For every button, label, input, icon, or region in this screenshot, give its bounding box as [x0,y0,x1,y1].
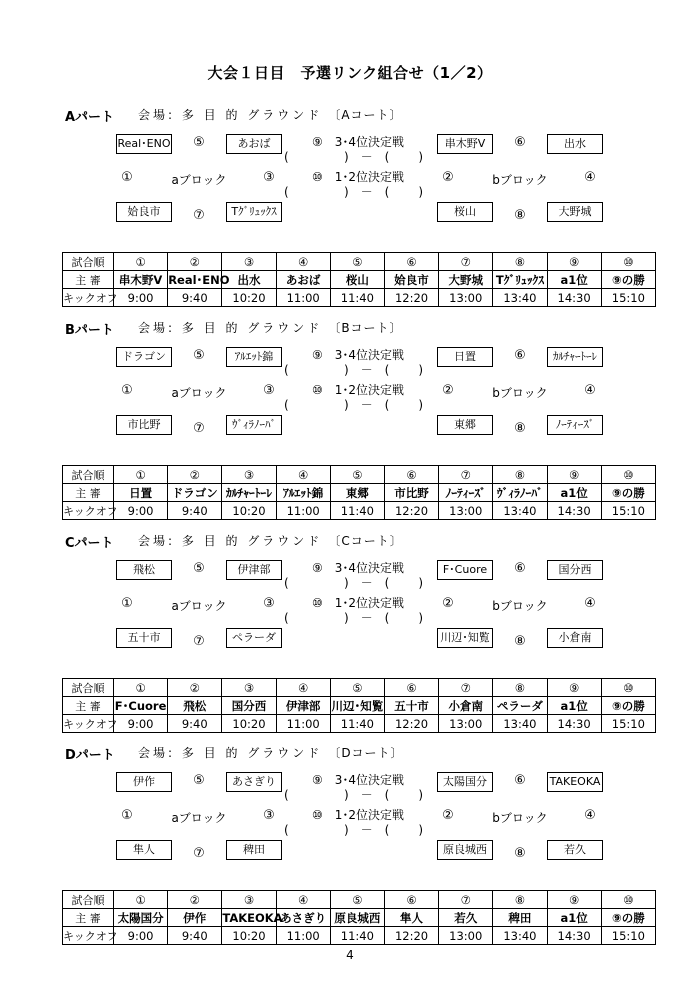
referee-cell: a1位 [547,484,601,502]
kickoff-cell: 15:10 [601,289,655,307]
match-number: ⑥ [514,135,526,150]
match-number: ⑤ [193,773,205,788]
match-number: ⑧ [514,421,526,436]
match-number: ③ [263,596,275,611]
team-cell: 川辺･知覧 [437,628,493,648]
row-header: 試合順 [63,891,114,909]
kickoff-cell: 11:00 [276,289,330,307]
team-cell: 東郷 [437,415,493,435]
kickoff-cell: 9:40 [168,502,222,520]
schedule-row-order [63,891,656,909]
match-number: ① [121,808,133,823]
kickoff-cell: 9:00 [114,715,168,733]
match-order-cell: ③ [222,466,276,484]
referee-cell: 東郷 [330,484,384,502]
match-order-cell: ④ [276,679,330,697]
kickoff-cell: 12:20 [384,502,438,520]
venue-label: 会場: 多 目 的 グラウンド 〔Dコート〕 [138,746,404,760]
team-cell: F･Cuore [437,560,493,580]
block-label: aブロック [171,386,227,400]
match-order-cell: ① [114,679,168,697]
team-cell: ｶﾙﾁｬｰﾄｰﾚ [547,347,603,367]
schedule-row-referee [63,271,656,289]
match-order-cell: ⑤ [330,891,384,909]
team-cell: 国分西 [547,560,603,580]
schedule-table [62,890,656,945]
match-order-cell: ③ [222,891,276,909]
referee-cell: 伊津部 [276,697,330,715]
match-order-cell: ④ [276,466,330,484]
a-block [116,772,282,860]
section-b [0,319,700,519]
match-order-cell: ④ [276,891,330,909]
referee-cell: F･Cuore [114,698,167,713]
venue-label: 会場: 多 目 的 グラウンド 〔Aコート〕 [138,108,403,122]
a-block [116,347,282,435]
referee-cell: ⑨の勝 [601,909,655,927]
kickoff-cell: 15:10 [601,502,655,520]
referee-cell: ⑨の勝 [601,697,655,715]
match-number: ⑦ [193,208,205,223]
kickoff-cell: 13:40 [493,502,547,520]
referee-cell: あさぎり [276,909,330,927]
schedule-row-referee [63,484,656,502]
schedule-row-kickoff [63,502,656,520]
referee-cell: 小倉南 [439,697,493,715]
team-cell: 太陽国分 [437,772,493,792]
kickoff-cell: 14:30 [547,715,601,733]
kickoff-cell: 14:30 [547,927,601,945]
team-cell: 串木野V [437,134,493,154]
row-header: 主 審 [63,909,114,927]
team-cell: ｳﾞｨﾗﾉｰﾊﾞ [226,415,282,435]
b-block [437,347,603,435]
page-title: 大会１日目 予選リンク組合せ（1／2） [207,64,493,82]
referee-cell: ⑨の勝 [601,271,655,289]
match-number: ⑦ [193,634,205,649]
team-cell: 飛松 [116,560,172,580]
referee-cell: 五十市 [384,697,438,715]
kickoff-cell: 13:40 [493,715,547,733]
team-cell: 桜山 [437,202,493,222]
referee-cell: TAKEOKA [222,910,283,925]
team-cell: ドラゴン [116,347,172,367]
schedule-row-kickoff [63,289,656,307]
match-order-cell: ⑧ [493,466,547,484]
match-number: ④ [584,383,596,398]
match-order-cell: ⑧ [493,679,547,697]
referee-cell: 桜山 [330,271,384,289]
kickoff-cell: 13:00 [439,715,493,733]
final-label: ⑨ 3･4位決定戦 [312,773,405,787]
match-number: ⑦ [193,421,205,436]
final-label: ⑩ 1･2位決定戦 [312,383,405,397]
kickoff-cell: 13:00 [439,927,493,945]
match-order-cell: ⑩ [601,253,655,271]
referee-cell: 原良城西 [330,909,384,927]
kickoff-cell: 9:40 [168,289,222,307]
kickoff-cell: 11:40 [330,502,384,520]
schedule-table [62,465,656,520]
block-label: aブロック [171,599,227,613]
block-label: aブロック [171,811,227,825]
referee-cell: a1位 [547,697,601,715]
team-cell: 伊津部 [226,560,282,580]
row-header: 試合順 [63,679,114,697]
match-order-cell: ⑩ [601,891,655,909]
referee-cell: a1位 [547,909,601,927]
match-number: ① [121,383,133,398]
match-number: ④ [584,170,596,185]
match-number: ② [442,170,454,185]
part-label: Aパート [65,110,115,125]
match-order-cell: ⑧ [493,253,547,271]
team-cell: ﾉｰﾃｨｰｽﾞ [547,415,603,435]
team-cell: 原良城西 [437,840,493,860]
team-cell: ｱﾙｴｯﾄ錦 [226,347,282,367]
match-number: ⑤ [193,561,205,576]
final-label: ⑨ 3･4位決定戦 [312,135,405,149]
row-header: キックオフ [63,715,114,733]
referee-cell: Real･ENO [168,272,230,287]
match-order-cell: ⑦ [439,253,493,271]
kickoff-cell: 10:20 [222,502,276,520]
team-cell: 伊作 [116,772,172,792]
block-label: bブロック [492,811,548,825]
final-label: ⑩ 1･2位決定戦 [312,596,405,610]
team-cell: 五十市 [116,628,172,648]
kickoff-cell: 11:40 [330,289,384,307]
match-order-cell: ③ [222,679,276,697]
schedule-row-referee [63,909,656,927]
referee-cell: 串木野V [114,271,168,289]
schedule-row-referee [63,697,656,715]
row-header: 試合順 [63,253,114,271]
team-cell: TAKEOKA [547,772,603,792]
match-order-cell: ② [168,253,222,271]
referee-cell: ｱﾙｴｯﾄ錦 [276,484,330,502]
kickoff-cell: 11:00 [276,927,330,945]
kickoff-cell: 9:00 [114,502,168,520]
finals-box: ⑨ 3･4位決定戦 ( ) － ( ) ⑩ 1･2位決定戦 ( ) － ( ) [284,561,423,625]
match-order-cell: ② [168,466,222,484]
match-order-cell: ⑧ [493,891,547,909]
match-order-cell: ② [168,891,222,909]
kickoff-cell: 9:40 [168,715,222,733]
row-header: キックオフ [63,289,114,307]
match-order-cell: ⑤ [330,466,384,484]
referee-cell: ペラーダ [493,697,547,715]
finals-box: ⑨ 3･4位決定戦 ( ) － ( ) ⑩ 1･2位決定戦 ( ) － ( ) [284,135,423,199]
schedule-row-kickoff [63,715,656,733]
match-order-cell: ⑥ [384,466,438,484]
match-number: ② [442,808,454,823]
b-block [437,772,603,860]
match-number: ⑧ [514,846,526,861]
b-block [437,134,603,222]
court-label: 〔Aコート〕 [328,108,403,122]
section-d [0,744,700,944]
match-order-cell: ⑩ [601,466,655,484]
referee-cell: ｶﾙﾁｬｰﾄｰﾚ [222,484,276,502]
row-header: キックオフ [63,502,114,520]
kickoff-cell: 12:20 [384,927,438,945]
match-order-cell: ⑨ [547,679,601,697]
kickoff-cell: 11:00 [276,715,330,733]
match-order-cell: ⑤ [330,253,384,271]
team-cell: 若久 [547,840,603,860]
team-cell: 市比野 [116,415,172,435]
kickoff-cell: 9:00 [114,927,168,945]
kickoff-cell: 9:00 [114,289,168,307]
referee-cell: 伊作 [168,909,222,927]
match-order-cell: ④ [276,253,330,271]
match-order-cell: ⑨ [547,253,601,271]
final-label: ⑨ 3･4位決定戦 [312,561,405,575]
referee-cell: 若久 [439,909,493,927]
referee-cell: 国分西 [222,697,276,715]
kickoff-cell: 11:00 [276,502,330,520]
final-label: ⑨ 3･4位決定戦 [312,348,405,362]
row-header: 主 審 [63,271,114,289]
match-number: ⑧ [514,634,526,649]
match-order-cell: ⑥ [384,253,438,271]
match-order-cell: ⑨ [547,466,601,484]
a-block [116,134,282,222]
kickoff-cell: 10:20 [222,715,276,733]
match-order-cell: ⑦ [439,466,493,484]
kickoff-cell: 13:00 [439,289,493,307]
b-block [437,560,603,648]
part-label: Dパート [65,748,115,763]
section-c [0,532,700,732]
section-a [0,106,700,306]
referee-cell: ﾉｰﾃｨｰｽﾞ [439,484,493,502]
row-header: 試合順 [63,466,114,484]
match-order-cell: ⑨ [547,891,601,909]
kickoff-cell: 9:40 [168,927,222,945]
part-label: Cパート [65,536,114,551]
referee-cell: 日置 [114,484,168,502]
match-order-cell: ⑦ [439,679,493,697]
match-order-cell: ⑦ [439,891,493,909]
schedule-row-order [63,253,656,271]
match-number: ④ [584,596,596,611]
venue-label: 会場: 多 目 的 グラウンド 〔Bコート〕 [138,321,403,335]
kickoff-cell: 13:40 [493,289,547,307]
block-label: bブロック [492,386,548,400]
match-number: ③ [263,808,275,823]
team-cell: 大野城 [547,202,603,222]
schedule-row-kickoff [63,927,656,945]
match-order-cell: ⑤ [330,679,384,697]
match-number: ④ [584,808,596,823]
kickoff-cell: 13:00 [439,502,493,520]
match-number: ② [442,383,454,398]
kickoff-cell: 13:40 [493,927,547,945]
final-label: ⑩ 1･2位決定戦 [312,808,405,822]
kickoff-cell: 12:20 [384,289,438,307]
team-cell: ペラーダ [226,628,282,648]
schedule-row-order [63,466,656,484]
match-order-cell: ⑥ [384,679,438,697]
match-order-cell: ① [114,466,168,484]
part-label: Bパート [65,323,114,338]
match-number: ② [442,596,454,611]
match-number: ③ [263,383,275,398]
match-number: ⑥ [514,561,526,576]
referee-cell: あおば [276,271,330,289]
schedule-row-order [63,679,656,697]
referee-cell: 大野城 [439,271,493,289]
kickoff-cell: 10:20 [222,289,276,307]
match-order-cell: ① [114,253,168,271]
referee-cell: 太陽国分 [114,909,168,927]
team-cell: Real･ENO [116,134,172,154]
referee-cell: 市比野 [384,484,438,502]
kickoff-cell: 11:40 [330,715,384,733]
referee-cell: 出水 [222,271,276,289]
schedule-table [62,678,656,733]
match-number: ③ [263,170,275,185]
row-header: 主 審 [63,484,114,502]
match-order-cell: ⑥ [384,891,438,909]
referee-cell: ドラゴン [168,484,222,502]
match-order-cell: ③ [222,253,276,271]
finals-box: ⑨ 3･4位決定戦 ( ) － ( ) ⑩ 1･2位決定戦 ( ) － ( ) [284,348,423,412]
match-order-cell: ② [168,679,222,697]
referee-cell: ⑨の勝 [601,484,655,502]
referee-cell: a1位 [547,271,601,289]
referee-cell: 稗田 [493,909,547,927]
referee-cell: 姶良市 [384,271,438,289]
final-label: ⑩ 1･2位決定戦 [312,170,405,184]
referee-cell: Tｸﾞﾘｭｯｸｽ [493,271,547,289]
match-number: ① [121,170,133,185]
referee-cell: 飛松 [168,697,222,715]
team-cell: あおば [226,134,282,154]
match-number: ⑦ [193,846,205,861]
kickoff-cell: 14:30 [547,289,601,307]
row-header: 主 審 [63,697,114,715]
page-number: 4 [346,948,354,962]
court-label: 〔Dコート〕 [328,746,404,760]
venue-label: 会場: 多 目 的 グラウンド 〔Cコート〕 [138,534,403,548]
match-number: ⑤ [193,135,205,150]
kickoff-cell: 10:20 [222,927,276,945]
referee-cell: 隼人 [384,909,438,927]
kickoff-cell: 11:40 [330,927,384,945]
team-cell: 日置 [437,347,493,367]
kickoff-cell: 14:30 [547,502,601,520]
court-label: 〔Cコート〕 [328,534,403,548]
match-number: ① [121,596,133,611]
block-label: aブロック [171,173,227,187]
referee-cell: ｳﾞｨﾗﾉｰﾊﾞ [493,484,547,502]
team-cell: 出水 [547,134,603,154]
team-cell: 稗田 [226,840,282,860]
kickoff-cell: 12:20 [384,715,438,733]
team-cell: あさぎり [226,772,282,792]
kickoff-cell: 15:10 [601,927,655,945]
row-header: キックオフ [63,927,114,945]
court-label: 〔Bコート〕 [328,321,403,335]
match-number: ⑥ [514,348,526,363]
match-number: ⑥ [514,773,526,788]
block-label: bブロック [492,599,548,613]
team-cell: 隼人 [116,840,172,860]
match-number: ⑤ [193,348,205,363]
finals-box: ⑨ 3･4位決定戦 ( ) － ( ) ⑩ 1･2位決定戦 ( ) － ( ) [284,773,423,837]
kickoff-cell: 15:10 [601,715,655,733]
referee-cell: 川辺･知覧 [331,698,384,713]
a-block [116,560,282,648]
match-order-cell: ① [114,891,168,909]
match-number: ⑧ [514,208,526,223]
match-order-cell: ⑩ [601,679,655,697]
block-label: bブロック [492,173,548,187]
team-cell: 姶良市 [116,202,172,222]
team-cell: Tｸﾞﾘｭｯｸｽ [226,202,282,222]
schedule-table [62,252,656,307]
team-cell: 小倉南 [547,628,603,648]
